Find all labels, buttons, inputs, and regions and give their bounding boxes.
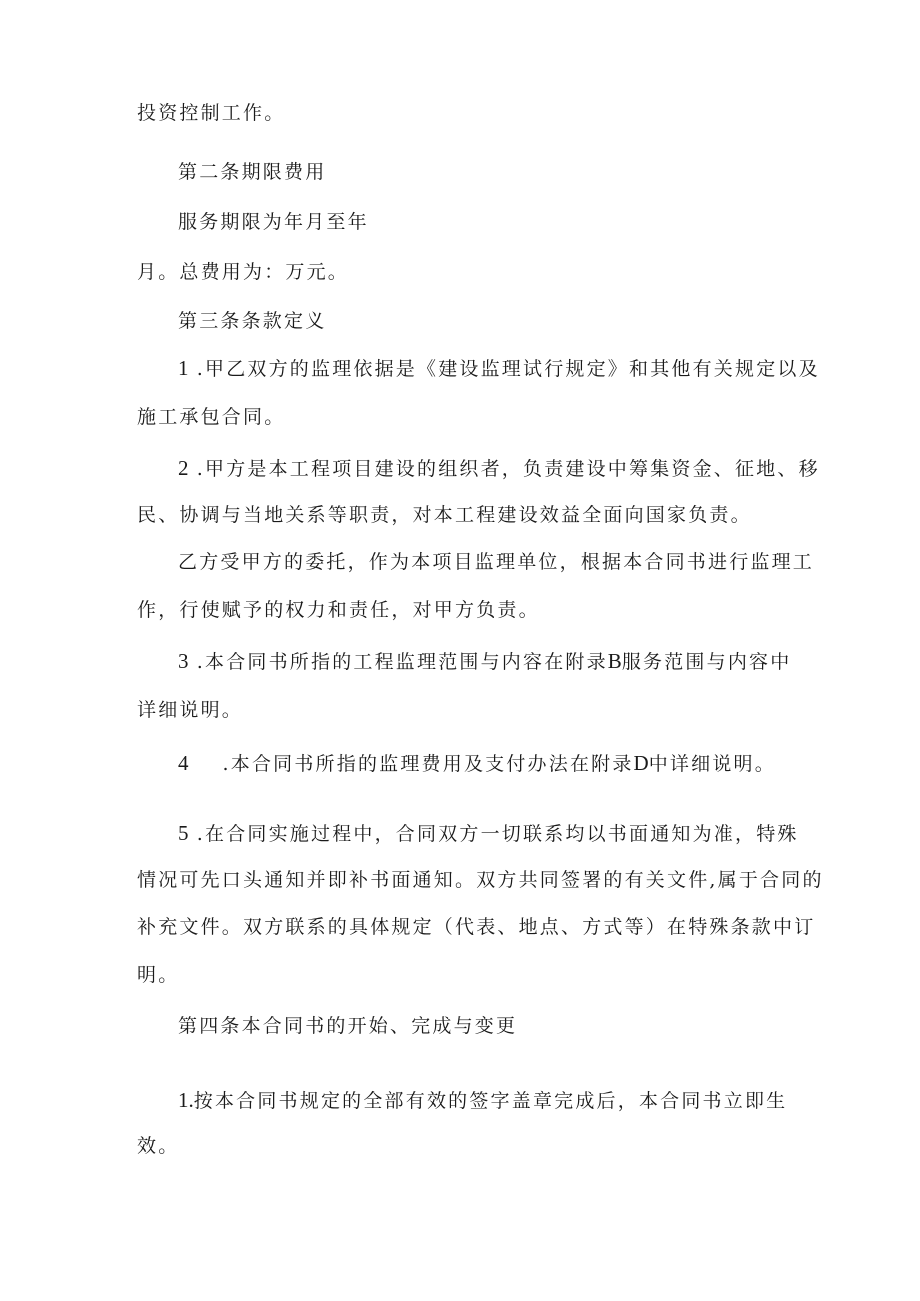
clause-text: 按本合同书规定的全部有效的签字盖章完成后，本合同书立即生 [193, 1090, 788, 1112]
clause-line [178, 458, 820, 479]
text-line: 投资控制工作。 [137, 102, 286, 124]
text-line: 民、协调与当地关系等职责，对本工程建设效益全面向国家负责。 [137, 504, 752, 526]
text-line: 月。总费用为：万元。 [137, 261, 350, 283]
clause-line [178, 1090, 787, 1111]
clause-text: .在合同实施过程中，合同双方一切联系均以书面通知为准，特殊 [196, 823, 799, 845]
text-line: 情况可先口头通知并即补书面通知。双方共同签署的有关文件,属于合同的 [137, 869, 824, 891]
clause-text: .本合同书所指的工程监理范围与内容在附录 [196, 651, 608, 673]
text-line: 明。 [137, 964, 180, 986]
clause-text: .本合同书所指的监理费用及支付办法在附录 [222, 753, 634, 775]
text-line: 作，行使赋予的权力和责任，对甲方负责。 [137, 599, 540, 621]
clause-line [178, 651, 791, 672]
clause-line [178, 823, 799, 844]
section-heading: 第二条期限费用 [178, 161, 327, 183]
text-line: 详细说明。 [137, 699, 244, 721]
clause-text: .甲方是本工程项目建设的组织者，负责建设中筹集资金、征地、移 [196, 458, 820, 480]
text-line: 补充文件。双方联系的具体规定（代表、地点、方式等）在特殊条款中订 [137, 916, 816, 938]
section-heading: 第四条本合同书的开始、完成与变更 [178, 1015, 518, 1037]
clause-text: 服务范围与内容中 [621, 651, 792, 673]
text-line: 乙方受甲方的委托，作为本项目监理单位，根据本合同书进行监理工 [178, 551, 815, 573]
clause-number: 5 [178, 821, 189, 845]
clause-text: 中详细说明。 [648, 753, 776, 775]
clause-line [178, 753, 776, 774]
clause-number: 1 [178, 356, 189, 380]
text-line: 服务期限为年月至年 [178, 211, 369, 233]
text-line: 施工承包合同。 [137, 406, 286, 428]
section-heading: 第三条条款定义 [178, 310, 327, 332]
appendix-letter: B [607, 649, 622, 673]
clause-text: .甲乙双方的监理依据是《建设监理试行规定》和其他有关规定以及 [196, 358, 820, 380]
clause-number: 1. [178, 1088, 194, 1112]
clause-number: 3 [178, 649, 189, 673]
clause-number: 2 [178, 456, 189, 480]
appendix-letter: D [633, 751, 649, 775]
clause-number: 4 [178, 751, 189, 775]
clause-line [178, 358, 820, 379]
text-line: 效。 [137, 1135, 180, 1157]
